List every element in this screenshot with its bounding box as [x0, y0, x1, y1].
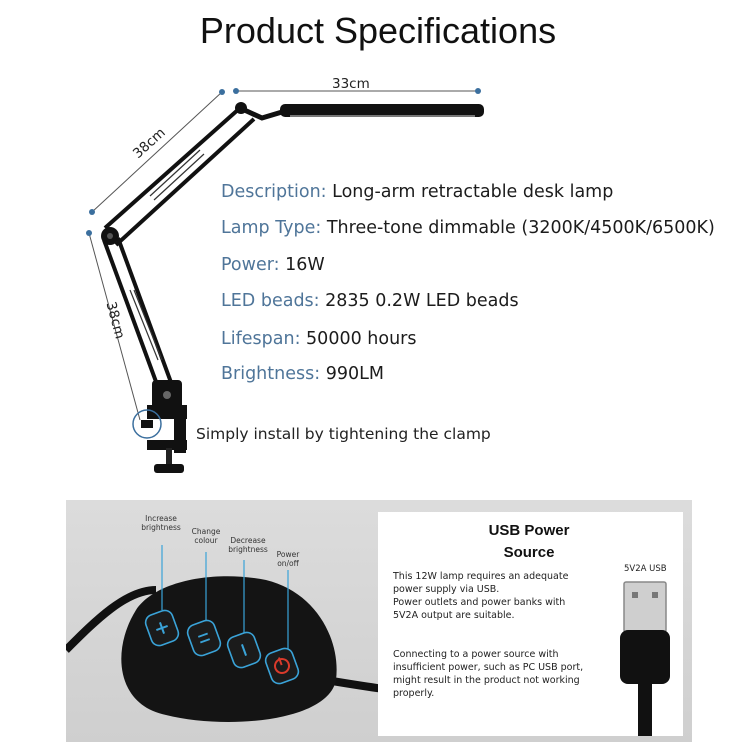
- label-increase-brightness: Increase brightness: [141, 514, 181, 532]
- spec-value: 2835 0.2W LED beads: [325, 291, 519, 311]
- spec-lifespan: [221, 329, 416, 349]
- spec-key: Description:: [221, 182, 333, 202]
- spec-value: Three-tone dimmable (3200K/4500K/6500K): [326, 218, 715, 238]
- spec-brightness: [221, 364, 384, 384]
- spec-lamp-type: [221, 218, 715, 238]
- usb-paragraph-1: This 12W lamp requires an adequate power supply via USB. Power outlets and power banks with 5V2A output are suitable.: [393, 571, 569, 621]
- spec-power: [221, 255, 325, 275]
- label-power: Power on/off: [276, 550, 300, 568]
- usb-power-source-box: [378, 512, 683, 736]
- usb-tag: 5V2A USB: [624, 564, 667, 574]
- dimension-label-top-arm: 33cm: [332, 76, 370, 92]
- upper-arm-spring: [150, 150, 204, 200]
- spec-value: 50000 hours: [306, 329, 417, 349]
- spec-value: 990LM: [325, 364, 384, 384]
- spec-key: Brightness:: [221, 364, 326, 384]
- clamp-note: Simply install by tightening the clamp: [196, 425, 491, 443]
- usb-paragraph-2: Connecting to a power source with insufficient power, such as PC USB port, might result in the product not working properly.: [393, 649, 584, 699]
- spec-key: LED beads:: [221, 291, 326, 311]
- spec-key: Lamp Type:: [221, 218, 327, 238]
- dimension-label-lower-arm: 38cm: [102, 300, 128, 341]
- spec-key: Lifespan:: [221, 329, 307, 349]
- spec-led-beads: [221, 291, 519, 311]
- label-change-colour: Change colour: [191, 527, 221, 545]
- page-title: Product Specifications: [199, 10, 557, 51]
- spec-key: Power:: [221, 255, 286, 275]
- spec-description: [221, 182, 613, 202]
- spec-value: 16W: [285, 255, 325, 275]
- usb-title: USB Power Source: [488, 522, 570, 561]
- spec-value: Long-arm retractable desk lamp: [332, 182, 614, 202]
- usb-plug-icon: [610, 578, 680, 736]
- label-decrease-brightness: Decrease brightness: [228, 536, 268, 554]
- clamp: [133, 405, 187, 473]
- dimension-label-upper-arm: 38cm: [130, 124, 169, 162]
